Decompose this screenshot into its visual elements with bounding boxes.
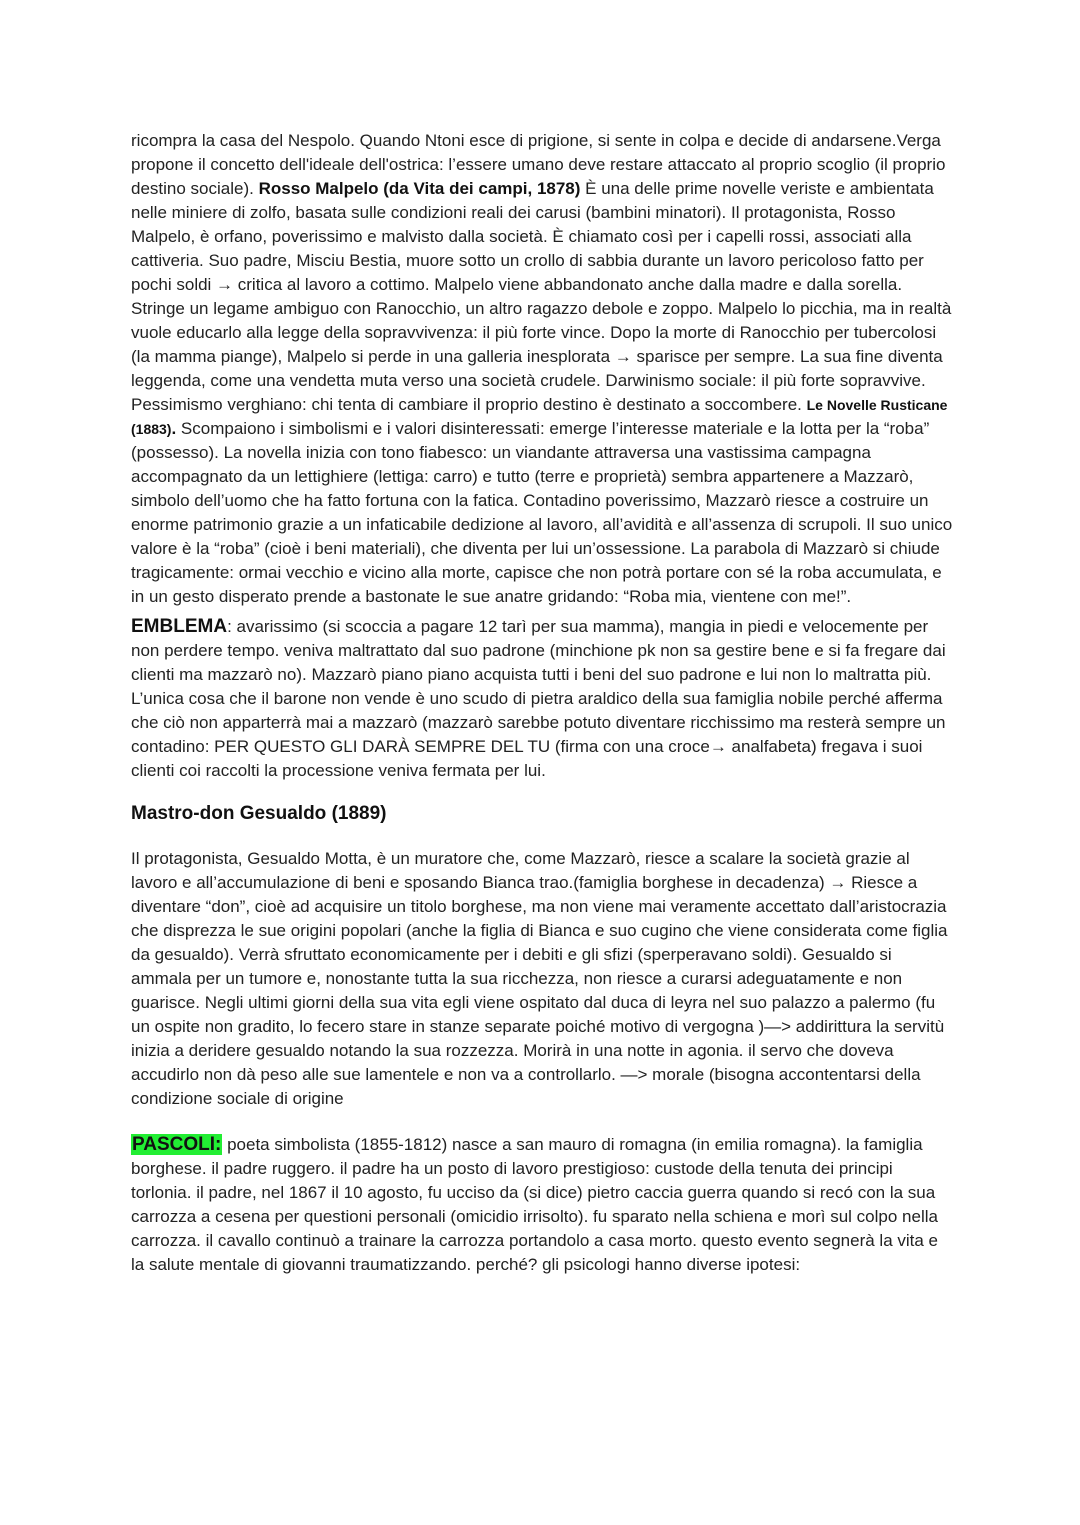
verga-intro-text: ricompra la casa del Nespolo. Quando Ntoni esce di prigione, si sente in colpa e decide di andarsene.Verga propone il concetto dell'ideale dell'ostrica: l’essere umano deve restare attaccato al proprio scoglio (il proprio destino sociale). xyxy=(131,131,946,198)
mastro-don-gesualdo-title: Mastro-don Gesualdo (1889) xyxy=(131,803,387,824)
novelle-rusticane-text: Scompaiono i simbolismi e i valori disinteressati: emerge l’interesse materiale e la lotta per la “roba” (possesso). La novella inizia con tono fiabesco: un viandante attraversa una vastissima campagna accompagnato da un lettighiere (lettiga: carro) e tutto (terre e proprietà) sembra appartenere a Mazzarò, simbolo dell’uomo che ha fatto fortuna con la fatica. Contadino poverissimo, Mazzarò riesce a costruire un enorme patrimonio grazie a un infaticabile dedizione al lavoro, all’avidità e all’assenza di scrupoli. Il suo unico valore è la “roba” (cioè i beni materiali), che diventa per lui un’ossessione. La parabola di Mazzarò si chiude tragicamente: ormai vecchio e vicino alla morte, capisce che non potrà portare con sé la roba accumulata, e in un gesto disperato prende a bastonate le sue anatre gridando: “Roba mia, vientene con me!”. xyxy=(131,419,953,606)
novelle-rusticane-heading: Le Novelle Rusticane (1883) xyxy=(131,397,948,437)
emblema-paragraph xyxy=(131,615,953,783)
rosso-malpelo-text: È una delle prime novelle veriste e ambientata nelle miniere di zolfo, basata sulle condizioni reali dei carusi (bambini minatori). Il protagonista, Rosso Malpelo, è orfano, poverissimo e malvisto dalla società. È chiamato così per i capelli rossi, associati alla cattiveria. Suo padre, Misciu Bestia, muore sotto un crollo di sabbia durante un lavoro pericoloso fatto per pochi soldi → critica al lavoro a cottimo. Malpelo viene abbandonato anche dalla madre e dalla sorella. Stringe un legame ambiguo con Ranocchio, un altro ragazzo debole e zoppo. Malpelo lo picchia, ma in realtà vuole educarlo alla legge della sopravvivenza: il più forte vince. Dopo la morte di Ranocchio per tubercolosi (la mamma piange), Malpelo si perde in una galleria inesplorata → sparisce per sempre. La sua fine diventa leggenda, come una vendetta muta verso una società crudele. Darwinismo sociale: il più forte sopravvive. Pessimismo verghiano: chi tenta di cambiare il proprio destino è destinato a soccombere. xyxy=(131,179,952,414)
pascoli-heading: PASCOLI: xyxy=(132,1134,222,1155)
pascoli-paragraph xyxy=(131,1133,953,1277)
document-page xyxy=(131,129,953,1277)
verga-paragraph xyxy=(131,129,953,609)
emblema-text: : avarissimo (si scoccia a pagare 12 tarì per sua mamma), mangia in piedi e velocemente per non perdere tempo. veniva maltrattato dal suo padrone (minchione pk non sa gestire bene e si fa fregare dai clienti ma mazzarò no). Mazzarò piano piano acquista tutti i beni del suo padrone e lui non lo maltratta più. L’unica cosa che il barone non vende è uno scudo di pietra araldico della sua famiglia nobile perché afferma che ciò non apparterrà mai a mazzarò (mazzarò sarebbe potuto diventare ricchissimo ma resterà sempre un contadino: PER QUESTO GLI DARÀ SEMPRE DEL TU (firma con una croce→ analfabeta) fregava i suoi clienti coi raccolti la processione veniva fermata per lui. xyxy=(131,617,946,780)
mastro-don-gesualdo-paragraph: Il protagonista, Gesualdo Motta, è un muratore che, come Mazzarò, riesce a scalare la società grazie al lavoro e all’accumulazione di beni e sposando Bianca trao.(famiglia borghese in decadenza) → Riesce a diventare “don”, cioè ad acquisire un titolo borghese, ma non viene mai veramente accettato dall’aristocrazia che disprezza le sue origini popolari (anche la figlia di Bianca e suo cugino che viene considerata come figlia da gesualdo). Verrà sfruttato economicamente per i debiti e gli sfizi (sperperavano soldi). Gesualdo si ammala per un tumore e, nonostante tutta la sua ricchezza, non riesce a curarsi adeguatamente e non guarisce. Negli ultimi giorni della sua vita egli viene ospitato dal duca di leyra nel suo palazzo a palermo (fu un ospite non gradito, lo fecero stare in stanze separate poiché motivo di vergogna )—> addirittura la servitù inizia a deridere gesualdo notando la sua rozzezza. Morirà in una notte in agonia. il servo che doveva accudirlo non dà peso alle sue lamentele e non va a controllarlo. —> morale (bisogna accontentarsi della condizione sociale di origine xyxy=(131,849,948,1108)
pascoli-text: poeta simbolista (1855-1812) nasce a san mauro di romagna (in emilia romagna). la famiglia borghese. il padre ruggero. il padre ha un posto di lavoro prestigioso: custode della tenuta dei principi torlonia. il padre, nel 1867 il 10 agosto, fu ucciso da (si dice) pietro caccia guerra quando si recó con la sua carrozza a cesena per questioni personali (omicidio irrisolto). fu sparato nella schiena e morì sul colpo nella carrozza. il cavallo continuò a trainare la carrozza portandolo a casa morto. questo evento segnerà la vita e la salute mentale di giovanni traumatizzando. perché? gli psicologi hanno diverse ipotesi: xyxy=(131,1135,939,1274)
rosso-malpelo-heading: Rosso Malpelo (da Vita dei campi, 1878) xyxy=(258,179,581,198)
emblema-heading: EMBLEMA xyxy=(131,616,228,637)
novelle-rusticane-period: . xyxy=(171,419,177,438)
